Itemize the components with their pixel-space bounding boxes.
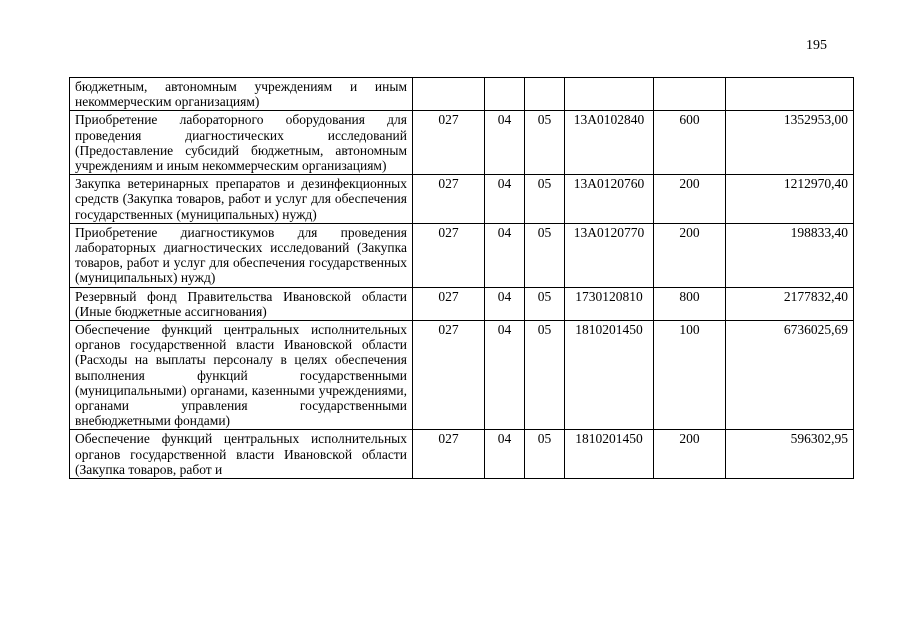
row-section: 04 <box>485 175 525 224</box>
row-description: Обеспечение функций центральных исполнительных органов государственной власти Ивановской области (Расходы на выплаты персоналу в целях обеспечения выполнения функций государственными (муниципальными) органами, казенными учреждениями, органами управления государственными внебюджетными фондами) <box>70 321 413 430</box>
row-section: 04 <box>485 430 525 479</box>
row-subsection <box>525 78 565 111</box>
row-section: 04 <box>485 111 525 175</box>
row-target-article: 13А0120760 <box>565 175 654 224</box>
row-target-article: 1810201450 <box>565 430 654 479</box>
table-row <box>70 430 854 479</box>
row-ministry-code: 027 <box>413 287 485 320</box>
row-ministry-code <box>413 78 485 111</box>
row-subsection: 05 <box>525 223 565 287</box>
table-row <box>70 111 854 175</box>
row-amount: 1352953,00 <box>726 111 854 175</box>
page-number: 195 <box>806 38 827 53</box>
row-expense-type: 200 <box>654 175 726 224</box>
row-amount: 2177832,40 <box>726 287 854 320</box>
row-description: Резервный фонд Правительства Ивановской области (Иные бюджетные ассигнования) <box>70 287 413 320</box>
table-row <box>70 78 854 111</box>
row-target-article: 13А0120770 <box>565 223 654 287</box>
table-row <box>70 175 854 224</box>
row-subsection: 05 <box>525 321 565 430</box>
row-section: 04 <box>485 287 525 320</box>
row-expense-type: 200 <box>654 430 726 479</box>
row-target-article: 13А0102840 <box>565 111 654 175</box>
row-section: 04 <box>485 223 525 287</box>
row-description: Закупка ветеринарных препаратов и дезинфекционных средств (Закупка товаров, работ и услуг для обеспечения государственных (муниципальных) нужд) <box>70 175 413 224</box>
table-row <box>70 287 854 320</box>
row-subsection: 05 <box>525 287 565 320</box>
row-target-article: 1810201450 <box>565 321 654 430</box>
row-ministry-code: 027 <box>413 111 485 175</box>
row-amount <box>726 78 854 111</box>
row-section: 04 <box>485 321 525 430</box>
row-target-article <box>565 78 654 111</box>
row-subsection: 05 <box>525 430 565 479</box>
row-description: бюджетным, автономным учреждениям и иным некоммерческим организациям) <box>70 78 413 111</box>
row-ministry-code: 027 <box>413 430 485 479</box>
row-ministry-code: 027 <box>413 175 485 224</box>
row-amount: 198833,40 <box>726 223 854 287</box>
table-row <box>70 321 854 430</box>
row-expense-type: 100 <box>654 321 726 430</box>
row-expense-type: 800 <box>654 287 726 320</box>
row-expense-type: 200 <box>654 223 726 287</box>
row-section <box>485 78 525 111</box>
row-subsection: 05 <box>525 111 565 175</box>
row-amount: 596302,95 <box>726 430 854 479</box>
row-subsection: 05 <box>525 175 565 224</box>
row-expense-type: 600 <box>654 111 726 175</box>
row-target-article: 1730120810 <box>565 287 654 320</box>
row-amount: 1212970,40 <box>726 175 854 224</box>
table-row <box>70 223 854 287</box>
row-amount: 6736025,69 <box>726 321 854 430</box>
row-ministry-code: 027 <box>413 223 485 287</box>
row-description: Приобретение лабораторного оборудования для проведения диагностических исследований (Предоставление субсидий бюджетным, автономным учреждениям и иным некоммерческим организациям) <box>70 111 413 175</box>
row-expense-type <box>654 78 726 111</box>
row-description: Обеспечение функций центральных исполнительных органов государственной власти Ивановской области (Закупка товаров, работ и <box>70 430 413 479</box>
row-ministry-code: 027 <box>413 321 485 430</box>
row-description: Приобретение диагностикумов для проведения лабораторных диагностических исследований (Закупка товаров, работ и услуг для обеспечения государственных (муниципальных) нужд) <box>70 223 413 287</box>
budget-table <box>69 77 854 479</box>
